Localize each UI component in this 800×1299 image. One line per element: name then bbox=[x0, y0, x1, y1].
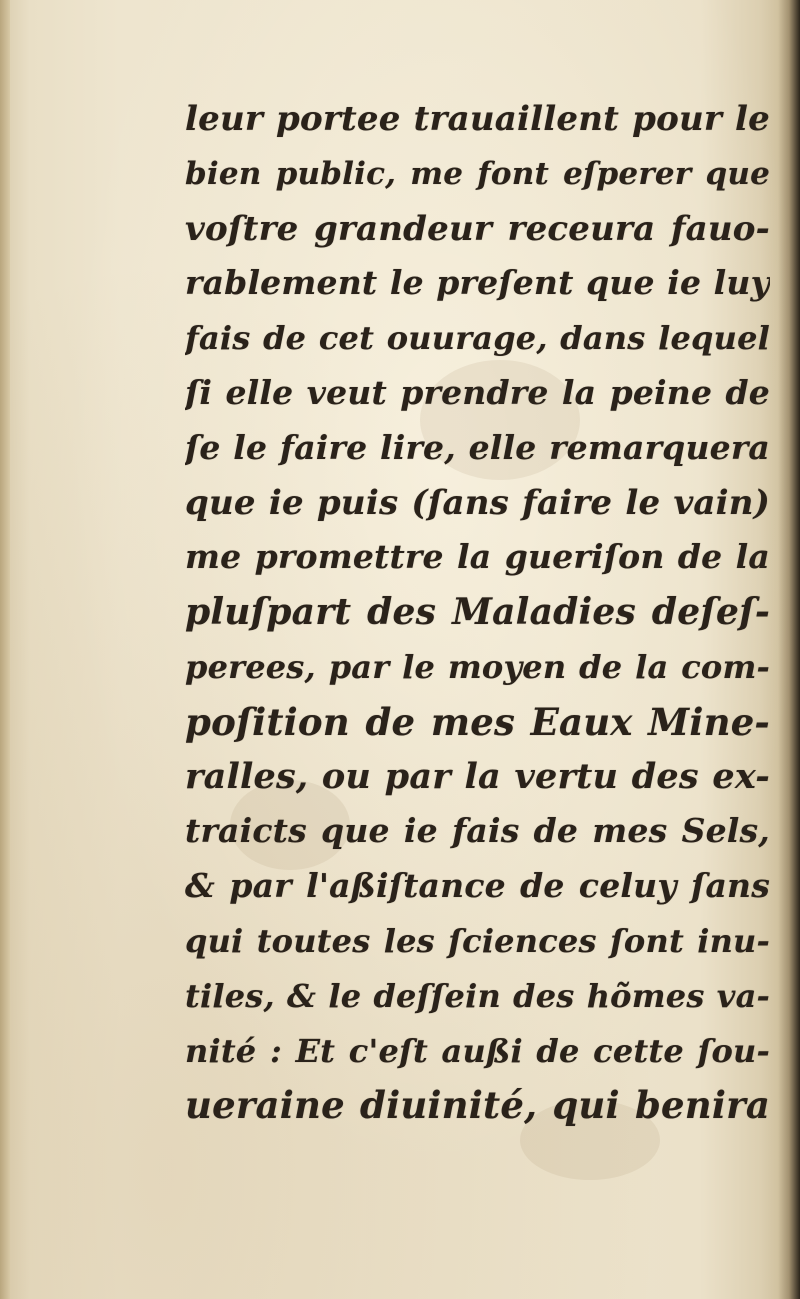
text-line: rablement le preſent que ie luy bbox=[185, 263, 770, 303]
text-line: leur portee trauaillent pour le bbox=[185, 99, 770, 139]
text-line: fais de cet ouurage, dans lequel bbox=[185, 319, 770, 358]
text-line: ſe le faire lire, elle remarquera bbox=[185, 427, 770, 467]
text-line: bien public, me font eſperer que bbox=[185, 155, 770, 192]
page-binding-shadow bbox=[778, 0, 800, 1299]
text-line: ralles, ou par la vertu des ex- bbox=[185, 755, 770, 797]
text-line: tiles, & le deſſein des hõmes va- bbox=[185, 976, 770, 1015]
text-line: nité : Et c'eſt außi de cette ſou- bbox=[185, 1031, 770, 1070]
text-line: perees, par le moyen de la com- bbox=[185, 647, 770, 686]
text-line: ueraine diuinité, qui benira bbox=[185, 1083, 770, 1128]
text-line: me promettre la gueriſon de la bbox=[185, 537, 770, 577]
text-line: pluſpart des Maladies deſeſ- bbox=[185, 591, 770, 634]
text-line: poſition de mes Eaux Mine- bbox=[185, 699, 770, 744]
text-line: qui toutes les ſciences ſont inu- bbox=[185, 921, 770, 960]
text-line: voſtre grandeur receura fauo- bbox=[185, 208, 770, 249]
text-line: & par l'aßiſtance de celuy ſans bbox=[185, 866, 770, 906]
page-left-edge bbox=[0, 0, 10, 1299]
text-line: que ie puis (ſans faire le vain) bbox=[185, 482, 770, 523]
text-line: traicts que ie fais de mes Sels, bbox=[185, 811, 770, 851]
body-text bbox=[185, 92, 770, 1133]
text-line: ſi elle veut prendre la peine de bbox=[185, 372, 770, 412]
